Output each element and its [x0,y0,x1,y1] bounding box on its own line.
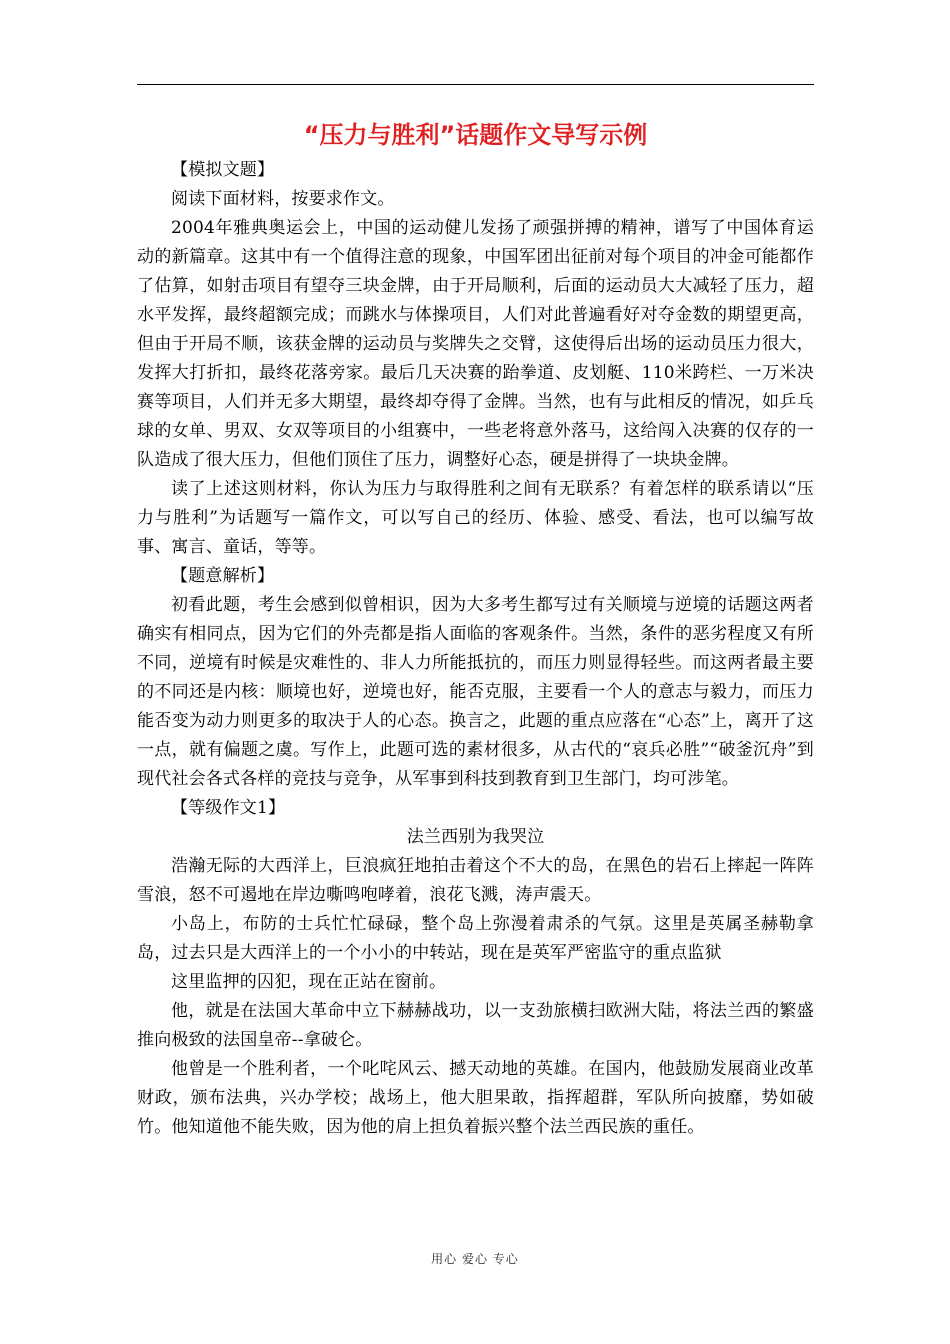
document-title: “压力与胜利”话题作文导写示例 [303,121,648,149]
essay-paragraph-4: 他，就是在法国大革命中立下赫赫战功，以一支劲旅横扫欧洲大陆，将法兰西的繁盛推向极致的法国皇帝--拿破仑。 [137,1001,814,1050]
material-paragraph-1: 2004年雅典奥运会上，中国的运动健儿发扬了顽强拼搏的精神，谱写了中国体育运动的新篇章。这其中有一个值得注意的现象，中国军团出征前对每个项目的冲金可能都作了估算，如射击项目有望夺三块金牌，由于开局顺利，后面的运动员大大减轻了压力，超水平发挥，最终超额完成；而跳水与体操项目，人们对此普遍看好对夺金数的期望更高，但由于开局不顺，该获金牌的运动员与奖牌失之交臂，这使得后出场的运动员压力很大，发挥大打折扣，最终花落旁家。最后几天决赛的跆拳道、皮划艇、110米跨栏、一万米决赛等项目，人们并无多大期望，最终却夺得了金牌。当然，也有与此相反的情况，如乒乓球的女单、男双、女双等项目的小组赛中，一些老将意外落马，这给闯入决赛的仅存的一队造成了很大压力，但他们顶住了压力，调整好心态，硬是拼得了一块块金牌。 [137,218,814,470]
essay-paragraph-3: 这里监押的囚犯，现在正站在窗前。 [171,972,447,992]
header-rule [137,84,814,85]
analysis-heading: 【题意解析】 [171,566,275,586]
analysis-paragraph: 初看此题，考生会感到似曾相识，因为大多考生都写过有关顺境与逆境的话题这两者确实有相同点，因为它们的外壳都是指人面临的客观条件。当然，条件的恶劣程度又有所不同，逆境有时候是灾难性的、非人力所能抵抗的，而压力则显得轻些。而这两者最主要的不同还是内核：顺境也好，逆境也好，能否克服，主要看一个人的意志与毅力，而压力能否变为动力则更多的取决于人的心态。换言之，此题的重点应落在“心态”上，离开了这一点，就有偏题之虞。写作上，此题可选的素材很多，从古代的“哀兵必胜”“破釜沉舟”到现代社会各式各样的竞技与竞争，从军事到科技到教育到卫生部门，均可涉笔。 [137,595,814,789]
essay-title: 法兰西别为我哭泣 [406,827,545,847]
instruction-paragraph: 阅读下面材料，按要求作文。 [171,189,395,209]
material-paragraph-2: 读了上述这则材料，你认为压力与取得胜利之间有无联系？有着怎样的联系请以“压力与胜利”为话题写一篇作文，可以写自己的经历、体验、感受、看法，也可以编写故事、寓言、童话，等等。 [137,479,814,557]
essay-paragraph-5: 他曾是一个胜利者，一个叱咤风云、撼天动地的英雄。在国内，他鼓励发展商业改革财政，颁布法典，兴办学校；战场上，他大胆果敢，指挥超群，军队所向披靡，势如破竹。他知道他不能失败，因为他的肩上担负着振兴整个法兰西民族的重任。 [137,1059,814,1137]
essay-heading: 【等级作文1】 [171,798,286,818]
essay-paragraph-1: 浩瀚无际的大西洋上，巨浪疯狂地拍击着这个不大的岛，在黑色的岩石上摔起一阵阵雪浪，怒不可遏地在岸边嘶鸣咆哮着，浪花飞溅，涛声震天。 [137,856,814,905]
page-footer: 用心 爱心 专心 [431,1252,519,1266]
document-body [137,156,814,1142]
mock-question-heading: 【模拟文题】 [171,160,275,180]
essay-paragraph-2: 小岛上，布防的士兵忙忙碌碌，整个岛上弥漫着肃杀的气氛。这里是英属圣赫勒拿岛，过去只是大西洋上的一个小小的中转站，现在是英军严密监守的重点监狱 [137,914,814,963]
